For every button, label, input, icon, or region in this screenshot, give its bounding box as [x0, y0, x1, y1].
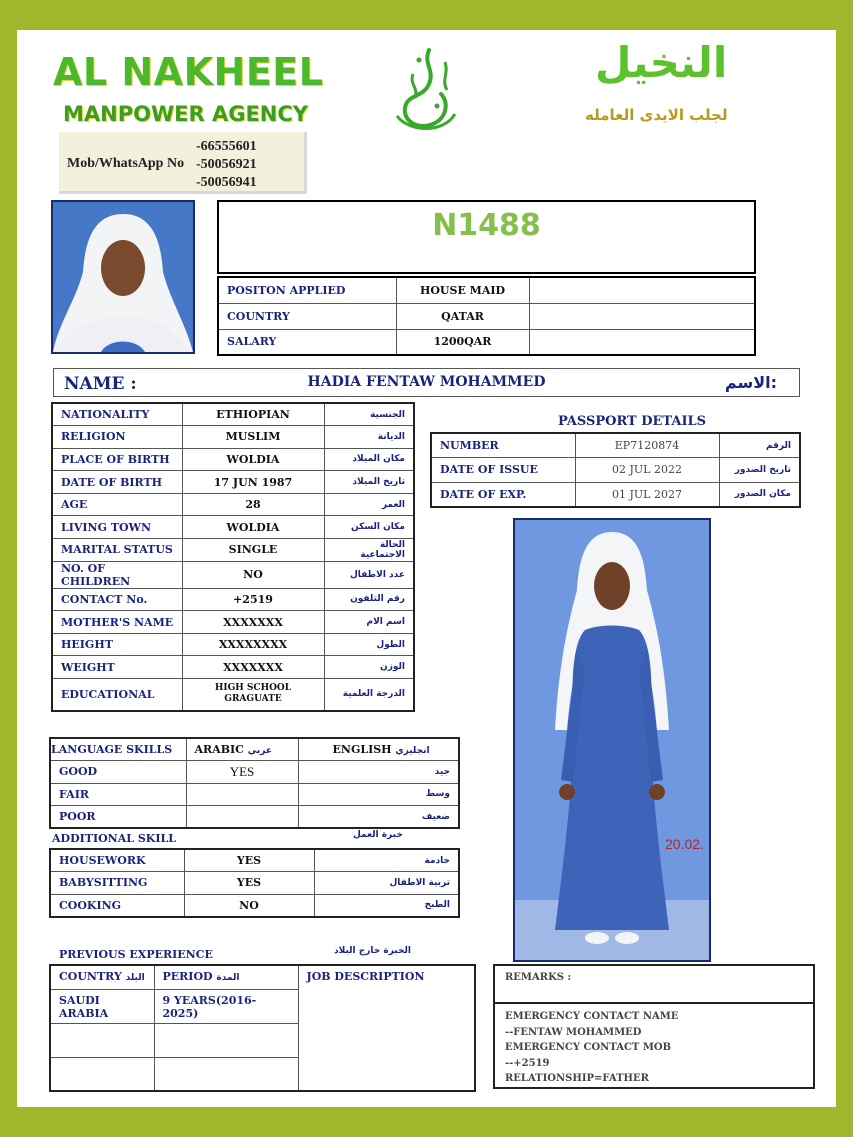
field-label-ar: الوزن: [324, 656, 414, 679]
table-row: [50, 738, 459, 761]
cv-page: [17, 30, 836, 1107]
table-row: [52, 426, 414, 449]
field-label-ar: خادمة: [314, 849, 459, 872]
field-label: CONTACT No.: [52, 588, 182, 611]
field-label: EDUCATIONAL: [52, 679, 182, 711]
field-label: COOKING: [50, 894, 184, 917]
remarks-line: --+2519: [505, 1057, 550, 1069]
field-label-ar: الديانة: [324, 426, 414, 449]
table-row: [50, 965, 475, 989]
remarks-box: [493, 964, 815, 1089]
table-row: [52, 656, 414, 679]
table-row: [52, 448, 414, 471]
country-header: COUNTRY البلد: [50, 965, 154, 989]
calligraphy-logo-icon: [389, 44, 463, 136]
arabic-header: ARABIC عربي: [186, 738, 298, 761]
additional-skill-table: [49, 848, 460, 918]
field-label: BABYSITTING: [50, 872, 184, 895]
field-value: WOLDIA: [182, 516, 324, 539]
full-body-photo: [513, 518, 711, 962]
field-value: HIGH SCHOOL GRAGUATE: [182, 679, 324, 711]
position-label: POSITON APPLIED: [218, 277, 396, 303]
field-label-ar: مكان السكن: [324, 516, 414, 539]
field-value: 28: [182, 493, 324, 516]
remarks-line: EMERGENCY CONTACT NAME: [505, 1011, 679, 1022]
field-label: NUMBER: [431, 433, 575, 458]
field-value: NO: [184, 894, 314, 917]
field-label-ar: الدرجة العلمية: [324, 679, 414, 711]
field-value: XXXXXXX: [182, 611, 324, 634]
field-label-ar: اسم الام: [324, 611, 414, 634]
field-label: LIVING TOWN: [52, 516, 182, 539]
arabic-level: [186, 806, 298, 829]
contact-box: [59, 132, 307, 194]
field-label-ar: تربية الاطفال: [314, 872, 459, 895]
personal-info-table: [51, 402, 415, 712]
field-value: XXXXXXX: [182, 656, 324, 679]
field-label-ar: الجنسية: [324, 403, 414, 426]
field-value: 17 JUN 1987: [182, 471, 324, 494]
field-value: +2519: [182, 588, 324, 611]
field-label-ar: مكان الميلاد: [324, 448, 414, 471]
field-label: NO. OF CHILDREN: [52, 561, 182, 588]
brand-subtitle: MANPOWER AGENCY: [63, 102, 308, 126]
passport-title: PASSPORT DETAILS: [557, 414, 707, 429]
language-skills-header: LANGUAGE SKILLS: [50, 738, 186, 761]
table-row: [431, 482, 800, 507]
table-row: [52, 611, 414, 634]
table-row: [431, 458, 800, 483]
language-skills-table: [49, 737, 460, 829]
mob-number: -50056941: [196, 175, 257, 190]
reference-code: N1488: [217, 200, 756, 274]
job-description-header: JOB DESCRIPTION: [298, 965, 475, 1091]
english-level-ar: ضعيف: [298, 806, 459, 829]
table-row: [218, 303, 755, 329]
field-label-ar: العمر: [324, 493, 414, 516]
field-value: EP7120874: [575, 433, 719, 458]
field-label-ar: الطبخ: [314, 894, 459, 917]
field-value: NO: [182, 561, 324, 588]
salary-label: SALARY: [218, 329, 396, 355]
person-full-icon: [515, 520, 709, 960]
remarks-line: RELATIONSHIP=FATHER: [505, 1073, 649, 1084]
field-label-ar: تاريخ الميلاد: [324, 471, 414, 494]
table-row: [52, 539, 414, 562]
field-label: RELIGION: [52, 426, 182, 449]
remarks-label: REMARKS :: [495, 966, 813, 1004]
table-row: [52, 493, 414, 516]
field-value: 01 JUL 2027: [575, 482, 719, 507]
remarks-line: EMERGENCY CONTACT MOB: [505, 1042, 672, 1053]
field-value: YES: [184, 849, 314, 872]
experience-period: 9 YEARS(2016-2025): [154, 989, 298, 1023]
table-row: [52, 588, 414, 611]
field-label: DATE OF EXP.: [431, 482, 575, 507]
brand-name-ar: النخيل: [595, 38, 728, 87]
name-label: NAME :: [64, 374, 137, 394]
table-row: [52, 561, 414, 588]
table-row: [218, 277, 755, 303]
name-label-ar: الاسم:: [724, 373, 777, 392]
photo-date-stamp: 20.02.: [665, 836, 704, 852]
passport-table: [430, 432, 801, 508]
field-label-ar: الطول: [324, 633, 414, 656]
field-label: PLACE OF BIRTH: [52, 448, 182, 471]
field-label: DATE OF BIRTH: [52, 471, 182, 494]
full-name: HADIA FENTAW MOHAMMED: [307, 374, 546, 390]
table-row: [50, 783, 459, 806]
experience-table: [49, 964, 476, 1092]
table-row: [50, 849, 459, 872]
brand-name: AL NAKHEEL: [53, 50, 324, 94]
table-row: [52, 403, 414, 426]
salary-value: 1200QAR: [396, 329, 529, 355]
field-label-ar: تاريخ الصدور: [719, 458, 800, 483]
table-row: [52, 471, 414, 494]
english-level-ar: وسط: [298, 783, 459, 806]
additional-skill-title: ADDITIONAL SKILL: [52, 832, 176, 845]
remarks-body: [495, 1004, 813, 1092]
previous-experience-title-ar: الخبرة خارج البلاد: [334, 946, 411, 956]
table-row: [218, 329, 755, 355]
position-table: [217, 276, 756, 356]
table-row: [52, 516, 414, 539]
table-row: [52, 633, 414, 656]
field-value: MUSLIM: [182, 426, 324, 449]
name-row: [53, 368, 800, 397]
field-label-ar: الحالة الاجتماعية: [324, 539, 414, 562]
mob-numbers: [196, 138, 257, 192]
field-value: YES: [184, 872, 314, 895]
field-value: SINGLE: [182, 539, 324, 562]
table-row: [50, 894, 459, 917]
field-value: ETHIOPIAN: [182, 403, 324, 426]
field-label-ar: الرقم: [719, 433, 800, 458]
language-level: POOR: [50, 806, 186, 829]
position-value: HOUSE MAID: [396, 277, 529, 303]
country-value: QATAR: [396, 303, 529, 329]
english-level-ar: جيد: [298, 761, 459, 784]
mob-label: Mob/WhatsApp No: [67, 156, 185, 171]
person-portrait-icon: [53, 202, 193, 352]
table-row: [50, 872, 459, 895]
country-label: COUNTRY: [218, 303, 396, 329]
field-label-ar: رقم التلفون: [324, 588, 414, 611]
period-header: PERIOD المدة: [154, 965, 298, 989]
field-label-ar: مكان الصدور: [719, 482, 800, 507]
field-label: DATE OF ISSUE: [431, 458, 575, 483]
previous-experience-title: PREVIOUS EXPERIENCE: [59, 948, 213, 961]
language-level: FAIR: [50, 783, 186, 806]
mob-number: -66555601: [196, 139, 257, 154]
table-row: [431, 433, 800, 458]
field-label: HOUSEWORK: [50, 849, 184, 872]
table-row: [52, 679, 414, 711]
field-label: MOTHER'S NAME: [52, 611, 182, 634]
field-value: WOLDIA: [182, 448, 324, 471]
field-label-ar: عدد الاطفال: [324, 561, 414, 588]
language-level: GOOD: [50, 761, 186, 784]
additional-skill-title-ar: خبرة العمل: [353, 830, 403, 840]
field-label: AGE: [52, 493, 182, 516]
field-value: 02 JUL 2022: [575, 458, 719, 483]
field-value: XXXXXXXX: [182, 633, 324, 656]
table-row: [50, 761, 459, 784]
portrait-photo: [51, 200, 195, 354]
arabic-level: YES: [186, 761, 298, 784]
brand-subtitle-ar: لجلب الايدى العامله: [585, 106, 728, 124]
field-label: MARITAL STATUS: [52, 539, 182, 562]
mob-number: -50056921: [196, 157, 257, 172]
table-row: [50, 806, 459, 829]
experience-country: SAUDI ARABIA: [50, 989, 154, 1023]
english-header: ENGLISH انجليزي: [298, 738, 459, 761]
field-label: HEIGHT: [52, 633, 182, 656]
arabic-level: [186, 783, 298, 806]
field-label: NATIONALITY: [52, 403, 182, 426]
field-label: WEIGHT: [52, 656, 182, 679]
remarks-line: --FENTAW MOHAMMED: [505, 1026, 642, 1038]
